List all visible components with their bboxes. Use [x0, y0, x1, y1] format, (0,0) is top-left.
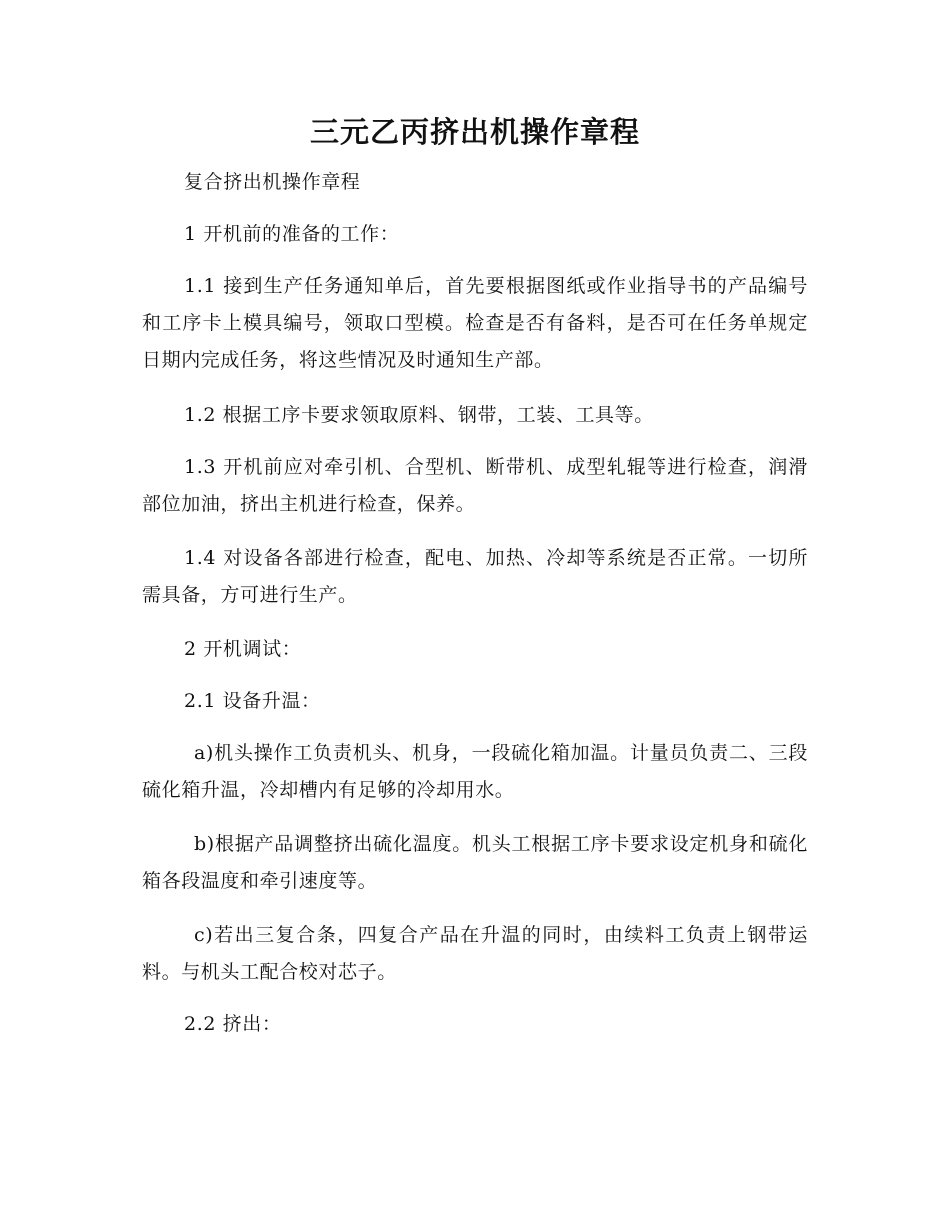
- paragraph-2-2: 2.2 挤出：: [184, 1013, 282, 1035]
- paragraph-section-1-heading: 1 开机前的准备的工作：: [184, 223, 400, 245]
- paragraph-2-1-a: a)机头操作工负责机头、机身，一段硫化箱加温。计量员负责二、三段硫化箱升温，冷却槽内有足够的冷却用水。: [142, 742, 808, 801]
- paragraph-1-1: 1.1 接到生产任务通知单后，首先要根据图纸或作业指导书的产品编号和工序卡上模具编号，领取口型模。检查是否有备料，是否可在任务单规定日期内完成任务，将这些情况及时通知生产部。: [142, 275, 808, 371]
- paragraph-1-4: 1.4 对设备各部进行检查，配电、加热、冷却等系统是否正常。一切所需具备，方可进行生产。: [142, 547, 808, 606]
- document-title: 三元乙丙挤出机操作章程: [309, 115, 640, 149]
- paragraph-1-2: 1.2 根据工序卡要求领取原料、钢带，工装、工具等。: [184, 404, 654, 426]
- paragraph-2-1-c: c)若出三复合条，四复合产品在升温的同时，由续料工负责上钢带运料。与机头工配合校对芯子。: [142, 924, 808, 983]
- paragraph-1-3: 1.3 开机前应对牵引机、合型机、断带机、成型轧辊等进行检查，润滑部位加油，挤出主机进行检查，保养。: [142, 456, 808, 515]
- paragraph-2-1-b: b)根据产品调整挤出硫化温度。机头工根据工序卡要求设定机身和硫化箱各段温度和牵引速度等。: [142, 833, 808, 892]
- paragraph-subtitle: 复合挤出机操作章程: [184, 171, 361, 193]
- paragraph-2-1: 2.1 设备升温：: [184, 690, 321, 712]
- paragraph-section-2-heading: 2 开机调试：: [184, 638, 302, 660]
